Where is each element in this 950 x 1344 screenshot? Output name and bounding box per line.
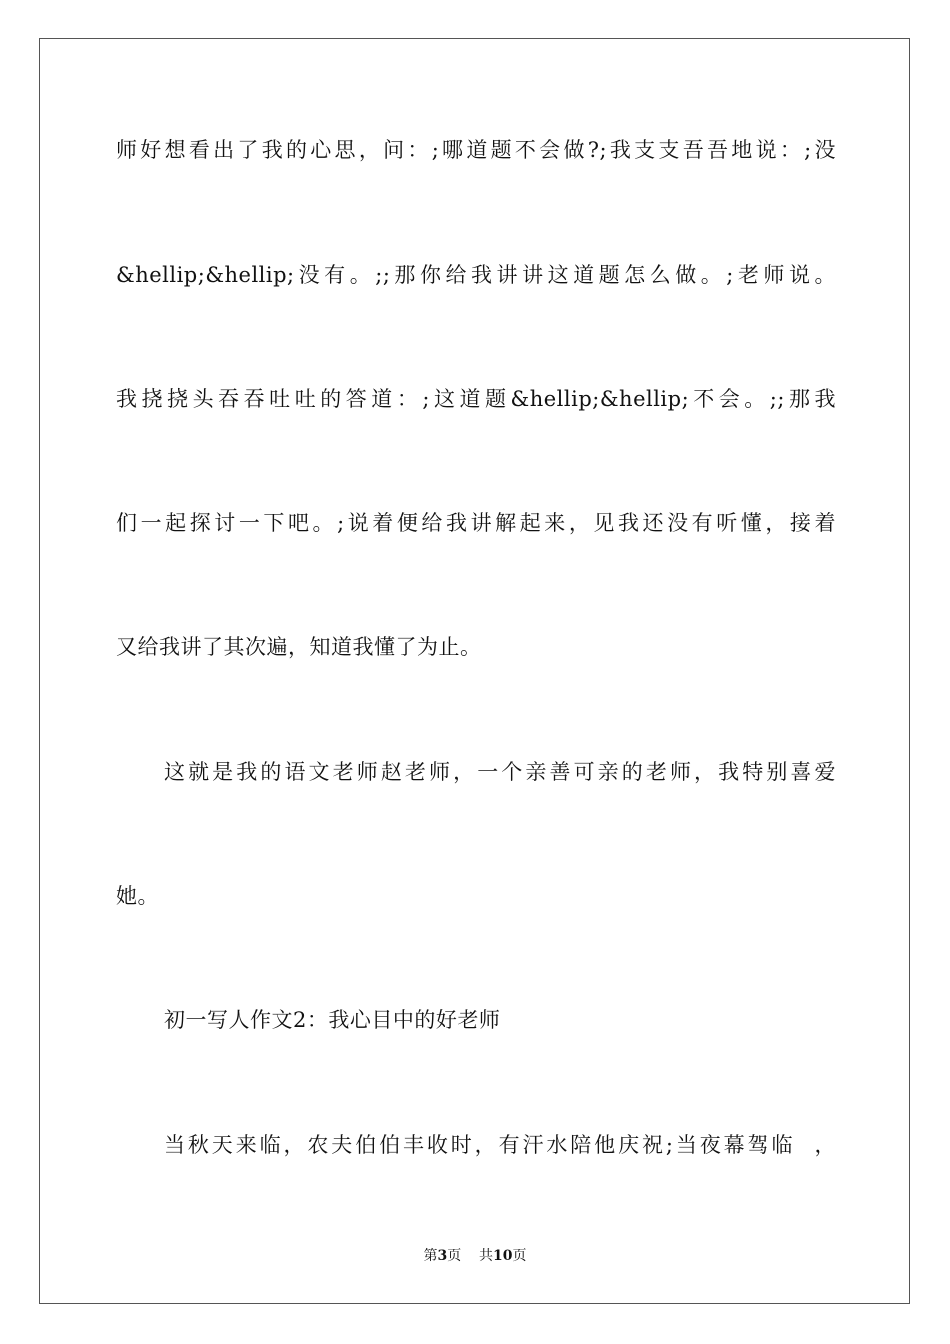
paragraph-line: 这就是我的语文老师赵老师，一个亲善可亲的老师，我特别喜爱: [164, 760, 836, 784]
page-prefix: 第: [423, 1248, 438, 1264]
paragraph-line: &hellip;&hellip;没有。;;那你给我讲讲这道题怎么做。;老师说。: [116, 263, 836, 287]
page-number: 3: [437, 1248, 448, 1264]
page-footer: [0, 1246, 950, 1266]
total-prefix: 共: [479, 1248, 494, 1264]
section-heading: 初一写人作文2：我心目中的好老师: [164, 1008, 501, 1032]
page-border: [39, 38, 910, 1304]
paragraph-line: 师好想看出了我的心思，问：;哪道题不会做?;我支支吾吾地说：;没: [116, 138, 836, 162]
paragraph-line: 当秋天来临，农夫伯伯丰收时，有汗水陪他庆祝;当夜幕驾临 ，: [164, 1133, 836, 1157]
paragraph-line: 们一起探讨一下吧。;说着便给我讲解起来，见我还没有听懂，接着: [116, 511, 836, 535]
total-pages: 10: [493, 1248, 513, 1264]
paragraph-line: 我挠挠头吞吞吐吐的答道：;这道题&hellip;&hellip;不会。;;那我: [116, 387, 836, 411]
page-suffix: 页: [447, 1248, 462, 1264]
paragraph-line: 她。: [116, 884, 159, 908]
paragraph-line: 又给我讲了其次遍，知道我懂了为止。: [116, 635, 482, 659]
total-suffix: 页: [512, 1248, 527, 1264]
